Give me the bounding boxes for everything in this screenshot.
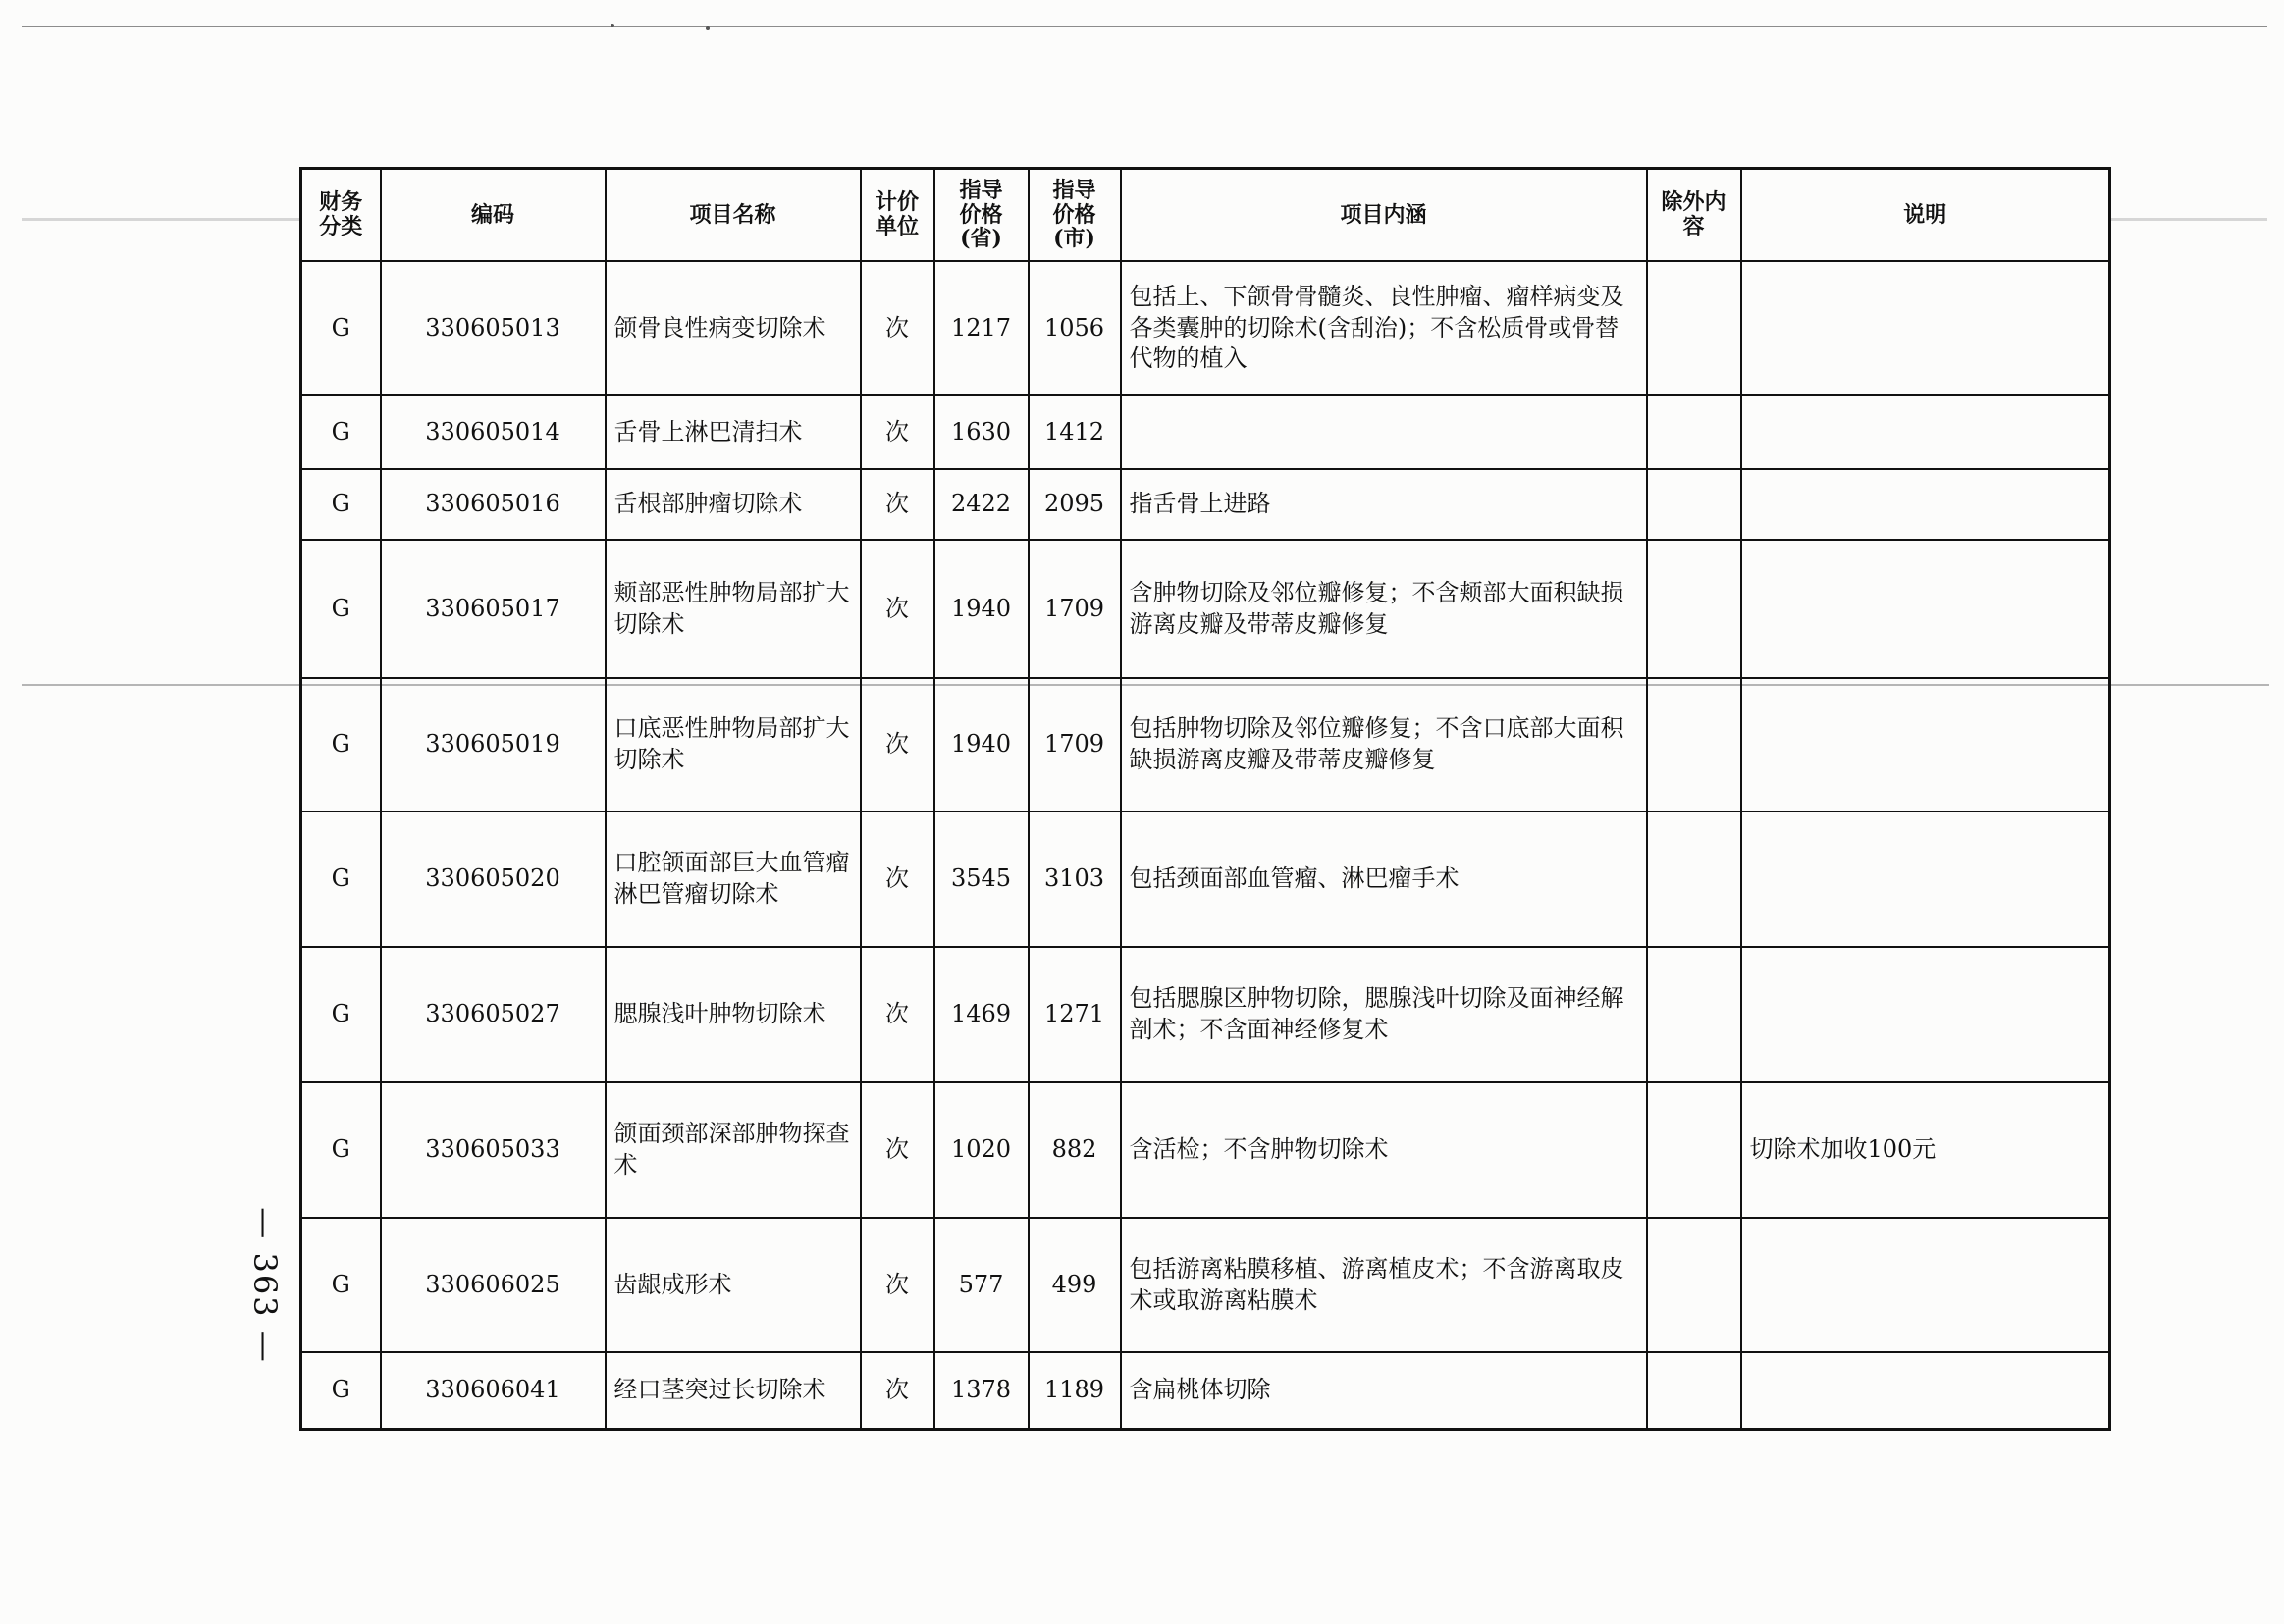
scan-band-right bbox=[2110, 218, 2267, 221]
cell-price-province: 3545 bbox=[934, 812, 1029, 947]
cell-unit: 次 bbox=[861, 1218, 934, 1352]
cell-name: 口底恶性肿物局部扩大切除术 bbox=[606, 678, 861, 812]
cell-exclusion bbox=[1647, 261, 1741, 395]
cell-exclusion bbox=[1647, 947, 1741, 1082]
cell-price-city: 1709 bbox=[1029, 678, 1121, 812]
cell-exclusion bbox=[1647, 812, 1741, 947]
header-price-province bbox=[934, 169, 1029, 262]
header-row bbox=[301, 169, 2110, 262]
table-row bbox=[301, 1352, 2110, 1429]
page-number: — 363 — bbox=[246, 1207, 284, 1364]
cell-code: 330605017 bbox=[381, 540, 606, 678]
cell-content: 含活检；不含肿物切除术 bbox=[1121, 1082, 1647, 1218]
cell-note bbox=[1741, 812, 2110, 947]
cell-note bbox=[1741, 947, 2110, 1082]
cell-exclusion bbox=[1647, 540, 1741, 678]
cell-category: G bbox=[301, 1218, 381, 1352]
header-content bbox=[1121, 169, 1647, 262]
cell-price-city: 2095 bbox=[1029, 469, 1121, 540]
scan-dot bbox=[706, 26, 710, 30]
cell-name: 颊部恶性肿物局部扩大切除术 bbox=[606, 540, 861, 678]
cell-content: 包括游离粘膜移植、游离植皮术；不含游离取皮术或取游离粘膜术 bbox=[1121, 1218, 1647, 1352]
cell-name: 颌面颈部深部肿物探查术 bbox=[606, 1082, 861, 1218]
cell-code: 330605013 bbox=[381, 261, 606, 395]
cell-price-city: 499 bbox=[1029, 1218, 1121, 1352]
cell-note bbox=[1741, 1218, 2110, 1352]
cell-note bbox=[1741, 469, 2110, 540]
table-row bbox=[301, 469, 2110, 540]
cell-price-province: 1940 bbox=[934, 540, 1029, 678]
header-price-city bbox=[1029, 169, 1121, 262]
cell-name: 腮腺浅叶肿物切除术 bbox=[606, 947, 861, 1082]
cell-price-province: 1217 bbox=[934, 261, 1029, 395]
price-table bbox=[299, 167, 2111, 1431]
header-code bbox=[381, 169, 606, 262]
cell-content: 包括肿物切除及邻位瓣修复；不含口底部大面积缺损游离皮瓣及带蒂皮瓣修复 bbox=[1121, 678, 1647, 812]
cell-code: 330605020 bbox=[381, 812, 606, 947]
cell-unit: 次 bbox=[861, 261, 934, 395]
header-note-label: 说明 bbox=[1903, 201, 1947, 228]
cell-category: G bbox=[301, 947, 381, 1082]
cell-name: 颌骨良性病变切除术 bbox=[606, 261, 861, 395]
cell-price-province: 1469 bbox=[934, 947, 1029, 1082]
cell-unit: 次 bbox=[861, 812, 934, 947]
cell-name: 口腔颌面部巨大血管瘤淋巴管瘤切除术 bbox=[606, 812, 861, 947]
cell-content: 指舌骨上进路 bbox=[1121, 469, 1647, 540]
cell-name: 舌骨上淋巴清扫术 bbox=[606, 395, 861, 469]
table-row bbox=[301, 678, 2110, 812]
cell-note bbox=[1741, 678, 2110, 812]
header-note bbox=[1741, 169, 2110, 262]
cell-code: 330605014 bbox=[381, 395, 606, 469]
cell-code: 330605027 bbox=[381, 947, 606, 1082]
cell-unit: 次 bbox=[861, 1352, 934, 1429]
cell-exclusion bbox=[1647, 1352, 1741, 1429]
cell-category: G bbox=[301, 395, 381, 469]
cell-category: G bbox=[301, 678, 381, 812]
header-name-label: 项目名称 bbox=[689, 201, 776, 228]
cell-note: 切除术加收100元 bbox=[1741, 1082, 2110, 1218]
cell-name: 齿龈成形术 bbox=[606, 1218, 861, 1352]
cell-price-city: 1271 bbox=[1029, 947, 1121, 1082]
cell-content bbox=[1121, 395, 1647, 469]
cell-unit: 次 bbox=[861, 395, 934, 469]
price-table-sheet bbox=[299, 167, 2108, 1431]
cell-unit: 次 bbox=[861, 1082, 934, 1218]
cell-name: 经口茎突过长切除术 bbox=[606, 1352, 861, 1429]
cell-unit: 次 bbox=[861, 947, 934, 1082]
table-row bbox=[301, 395, 2110, 469]
cell-code: 330605019 bbox=[381, 678, 606, 812]
cell-category: G bbox=[301, 1352, 381, 1429]
cell-price-city: 1189 bbox=[1029, 1352, 1121, 1429]
header-unit-label: 计价单位 bbox=[875, 189, 919, 239]
cell-category: G bbox=[301, 261, 381, 395]
cell-exclusion bbox=[1647, 1082, 1741, 1218]
table-row bbox=[301, 261, 2110, 395]
header-unit bbox=[861, 169, 934, 262]
header-category-label: 财务分类 bbox=[319, 189, 363, 239]
table-row bbox=[301, 540, 2110, 678]
cell-note bbox=[1741, 540, 2110, 678]
cell-exclusion bbox=[1647, 1218, 1741, 1352]
cell-exclusion bbox=[1647, 395, 1741, 469]
cell-price-province: 1630 bbox=[934, 395, 1029, 469]
header-content-label: 项目内涵 bbox=[1340, 201, 1427, 228]
cell-code: 330605033 bbox=[381, 1082, 606, 1218]
cell-content: 含扁桃体切除 bbox=[1121, 1352, 1647, 1429]
cell-price-province: 1378 bbox=[934, 1352, 1029, 1429]
cell-note bbox=[1741, 395, 2110, 469]
cell-price-city: 1412 bbox=[1029, 395, 1121, 469]
cell-category: G bbox=[301, 540, 381, 678]
table-row bbox=[301, 1082, 2110, 1218]
cell-price-city: 882 bbox=[1029, 1082, 1121, 1218]
cell-category: G bbox=[301, 1082, 381, 1218]
cell-price-province: 2422 bbox=[934, 469, 1029, 540]
cell-unit: 次 bbox=[861, 469, 934, 540]
cell-code: 330606041 bbox=[381, 1352, 606, 1429]
header-category bbox=[301, 169, 381, 262]
cell-content: 包括腮腺区肿物切除，腮腺浅叶切除及面神经解剖术；不含面神经修复术 bbox=[1121, 947, 1647, 1082]
cell-price-city: 1709 bbox=[1029, 540, 1121, 678]
cell-price-province: 577 bbox=[934, 1218, 1029, 1352]
cell-category: G bbox=[301, 812, 381, 947]
header-price-province-label: 指导价格(省) bbox=[959, 178, 1003, 252]
header-name bbox=[606, 169, 861, 262]
cell-price-province: 1940 bbox=[934, 678, 1029, 812]
header-price-city-label: 指导价格(市) bbox=[1052, 178, 1096, 252]
cell-exclusion bbox=[1647, 469, 1741, 540]
header-code-label: 编码 bbox=[470, 201, 514, 228]
cell-name: 舌根部肿瘤切除术 bbox=[606, 469, 861, 540]
cell-price-city: 1056 bbox=[1029, 261, 1121, 395]
cell-content: 包括上、下颌骨骨髓炎、良性肿瘤、瘤样病变及各类囊肿的切除术(含刮治)；不含松质骨或骨替代物的植入 bbox=[1121, 261, 1647, 395]
header-exclusion-label: 除外内容 bbox=[1661, 189, 1726, 239]
header-exclusion bbox=[1647, 169, 1741, 262]
cell-content: 包括颈面部血管瘤、淋巴瘤手术 bbox=[1121, 812, 1647, 947]
cell-code: 330605016 bbox=[381, 469, 606, 540]
cell-code: 330606025 bbox=[381, 1218, 606, 1352]
cell-price-province: 1020 bbox=[934, 1082, 1029, 1218]
scan-line-top bbox=[22, 26, 2267, 27]
cell-note bbox=[1741, 1352, 2110, 1429]
cell-unit: 次 bbox=[861, 678, 934, 812]
scan-band-left bbox=[22, 218, 299, 221]
table-row bbox=[301, 947, 2110, 1082]
table-body bbox=[301, 261, 2110, 1429]
cell-price-city: 3103 bbox=[1029, 812, 1121, 947]
scan-dot bbox=[611, 24, 614, 27]
cell-category: G bbox=[301, 469, 381, 540]
table-row bbox=[301, 1218, 2110, 1352]
cell-note bbox=[1741, 261, 2110, 395]
cell-exclusion bbox=[1647, 678, 1741, 812]
cell-content: 含肿物切除及邻位瓣修复；不含颊部大面积缺损游离皮瓣及带蒂皮瓣修复 bbox=[1121, 540, 1647, 678]
table-row bbox=[301, 812, 2110, 947]
cell-unit: 次 bbox=[861, 540, 934, 678]
